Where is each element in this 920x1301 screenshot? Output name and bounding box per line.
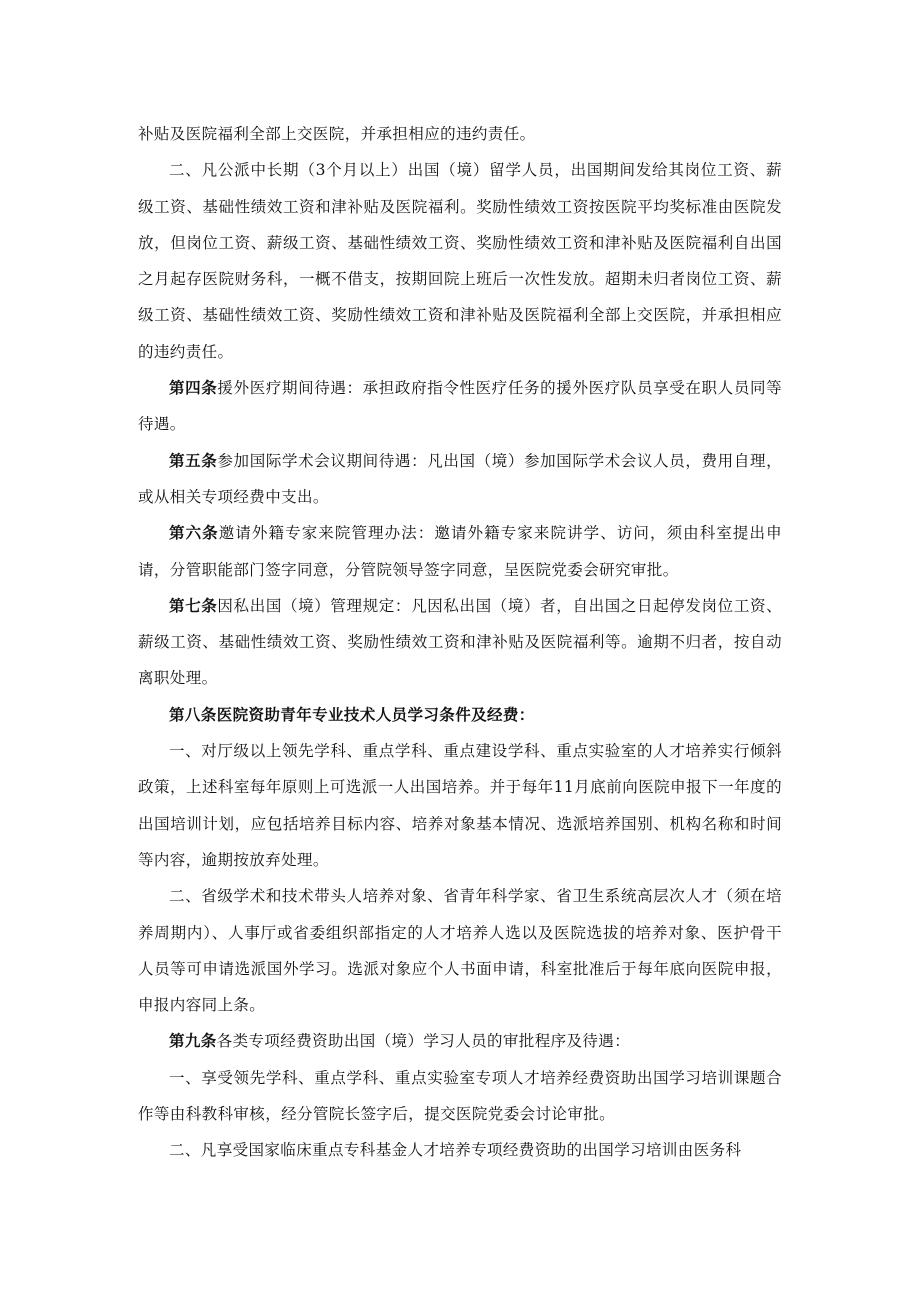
article-heading: 第四条 [169, 378, 218, 398]
article-7 [0, 588, 920, 697]
paragraph-text: 补贴及医院福利全部上交医院，并承担相应的违约责任。 [138, 125, 536, 143]
paragraph-text: 因私出国（境）管理规定：凡因私出国（境）者，自出国之日起停发岗位工资、薪级工资、基础性绩效工资、奖励性绩效工资和津补贴及医院福利等。逾期不归者，按自动离职处理。 [138, 596, 782, 688]
article-6 [0, 515, 920, 588]
paragraph-text: 一、享受领先学科、重点学科、重点实验室专项人才培养经费资助出国学习培训课题合作等由科教科审核，经分管院长签字后，提交医院党委会讨论审批。 [138, 1068, 782, 1124]
article-4 [0, 370, 920, 443]
paragraph-text: 二、凡公派中长期（3个月以上）出国（境）留学人员，出国期间发给其岗位工资、薪级工资、基础性绩效工资和津补贴及医院福利。奖励性绩效工资按医院平均奖标准由医院发放，但岗位工资、薪级工资、基础性绩效工资、奖励性绩效工资和津补贴及医院福利自出国之月起存医院财务科，一概不借支，按期回院上班后一次性发放。超期未归者岗位工资、薪级工资、基础性绩效工资、奖励性绩效工资和津补贴及医院福利全部上交医院，并承担相应的违约责任。 [138, 161, 782, 361]
article-heading: 第五条 [169, 450, 218, 470]
paragraph-text: 参加国际学术会议期间待遇：凡出国（境）参加国际学术会议人员，费用自理，或从相关专项经费中支出。 [138, 451, 782, 506]
paragraph-text: 各类专项经费资助出国（境）学习人员的审批程序及待遇： [216, 1032, 631, 1051]
paragraph-text: 二、省级学术和技术带头人培养对象、省青年科学家、省卫生系统高层次人才（须在培养周期内）、人事厅或省委组织部指定的人才培养人选以及医院选拔的培养对象、医护骨干人员等可申请选派国外学习。选派对象应个人书面申请，科室批准后于每年底向医院申报，申报内容同上条。 [138, 887, 782, 1015]
paragraph-2 [0, 152, 920, 370]
article-8-heading [0, 697, 920, 733]
paragraph-article-9-2 [0, 1132, 920, 1168]
paragraph-1 [0, 116, 920, 152]
article-5 [0, 443, 920, 516]
paragraph-article-8-1 [0, 733, 920, 878]
paragraph-text: 邀请外籍专家来院管理办法：邀请外籍专家来院讲学、访问，须由科室提出申请，分管职能部门签字同意，分管院领导签字同意，呈医院党委会研究审批。 [138, 524, 782, 579]
paragraph-text: 一、对厅级以上领先学科、重点学科、重点建设学科、重点实验室的人才培养实行倾斜政策，上述科室每年原则上可选派一人出国培养。并于每年11月底前向医院申报下一年度的出国培训计划，应包括培养目标内容、培养对象基本情况、选派培养国别、机构名称和时间等内容，逾期按放弃处理。 [138, 742, 782, 869]
document-page [0, 116, 920, 1169]
paragraph-text: 援外医疗期间待遇：承担政府指令性医疗任务的援外医疗队员享受在职人员同等待遇。 [138, 379, 782, 434]
paragraph-article-9-1 [0, 1060, 920, 1133]
article-heading: 第八条医院资助青年专业技术人员学习条件及经费： [169, 704, 535, 724]
paragraph-article-8-2 [0, 878, 920, 1023]
article-heading: 第六条 [169, 523, 219, 543]
article-heading: 第九条 [169, 1031, 217, 1051]
article-heading: 第七条 [169, 595, 218, 615]
article-9 [0, 1023, 920, 1059]
paragraph-text: 二、凡享受国家临床重点专科基金人才培养专项经费资助的出国学习培训由医务科 [169, 1141, 742, 1160]
